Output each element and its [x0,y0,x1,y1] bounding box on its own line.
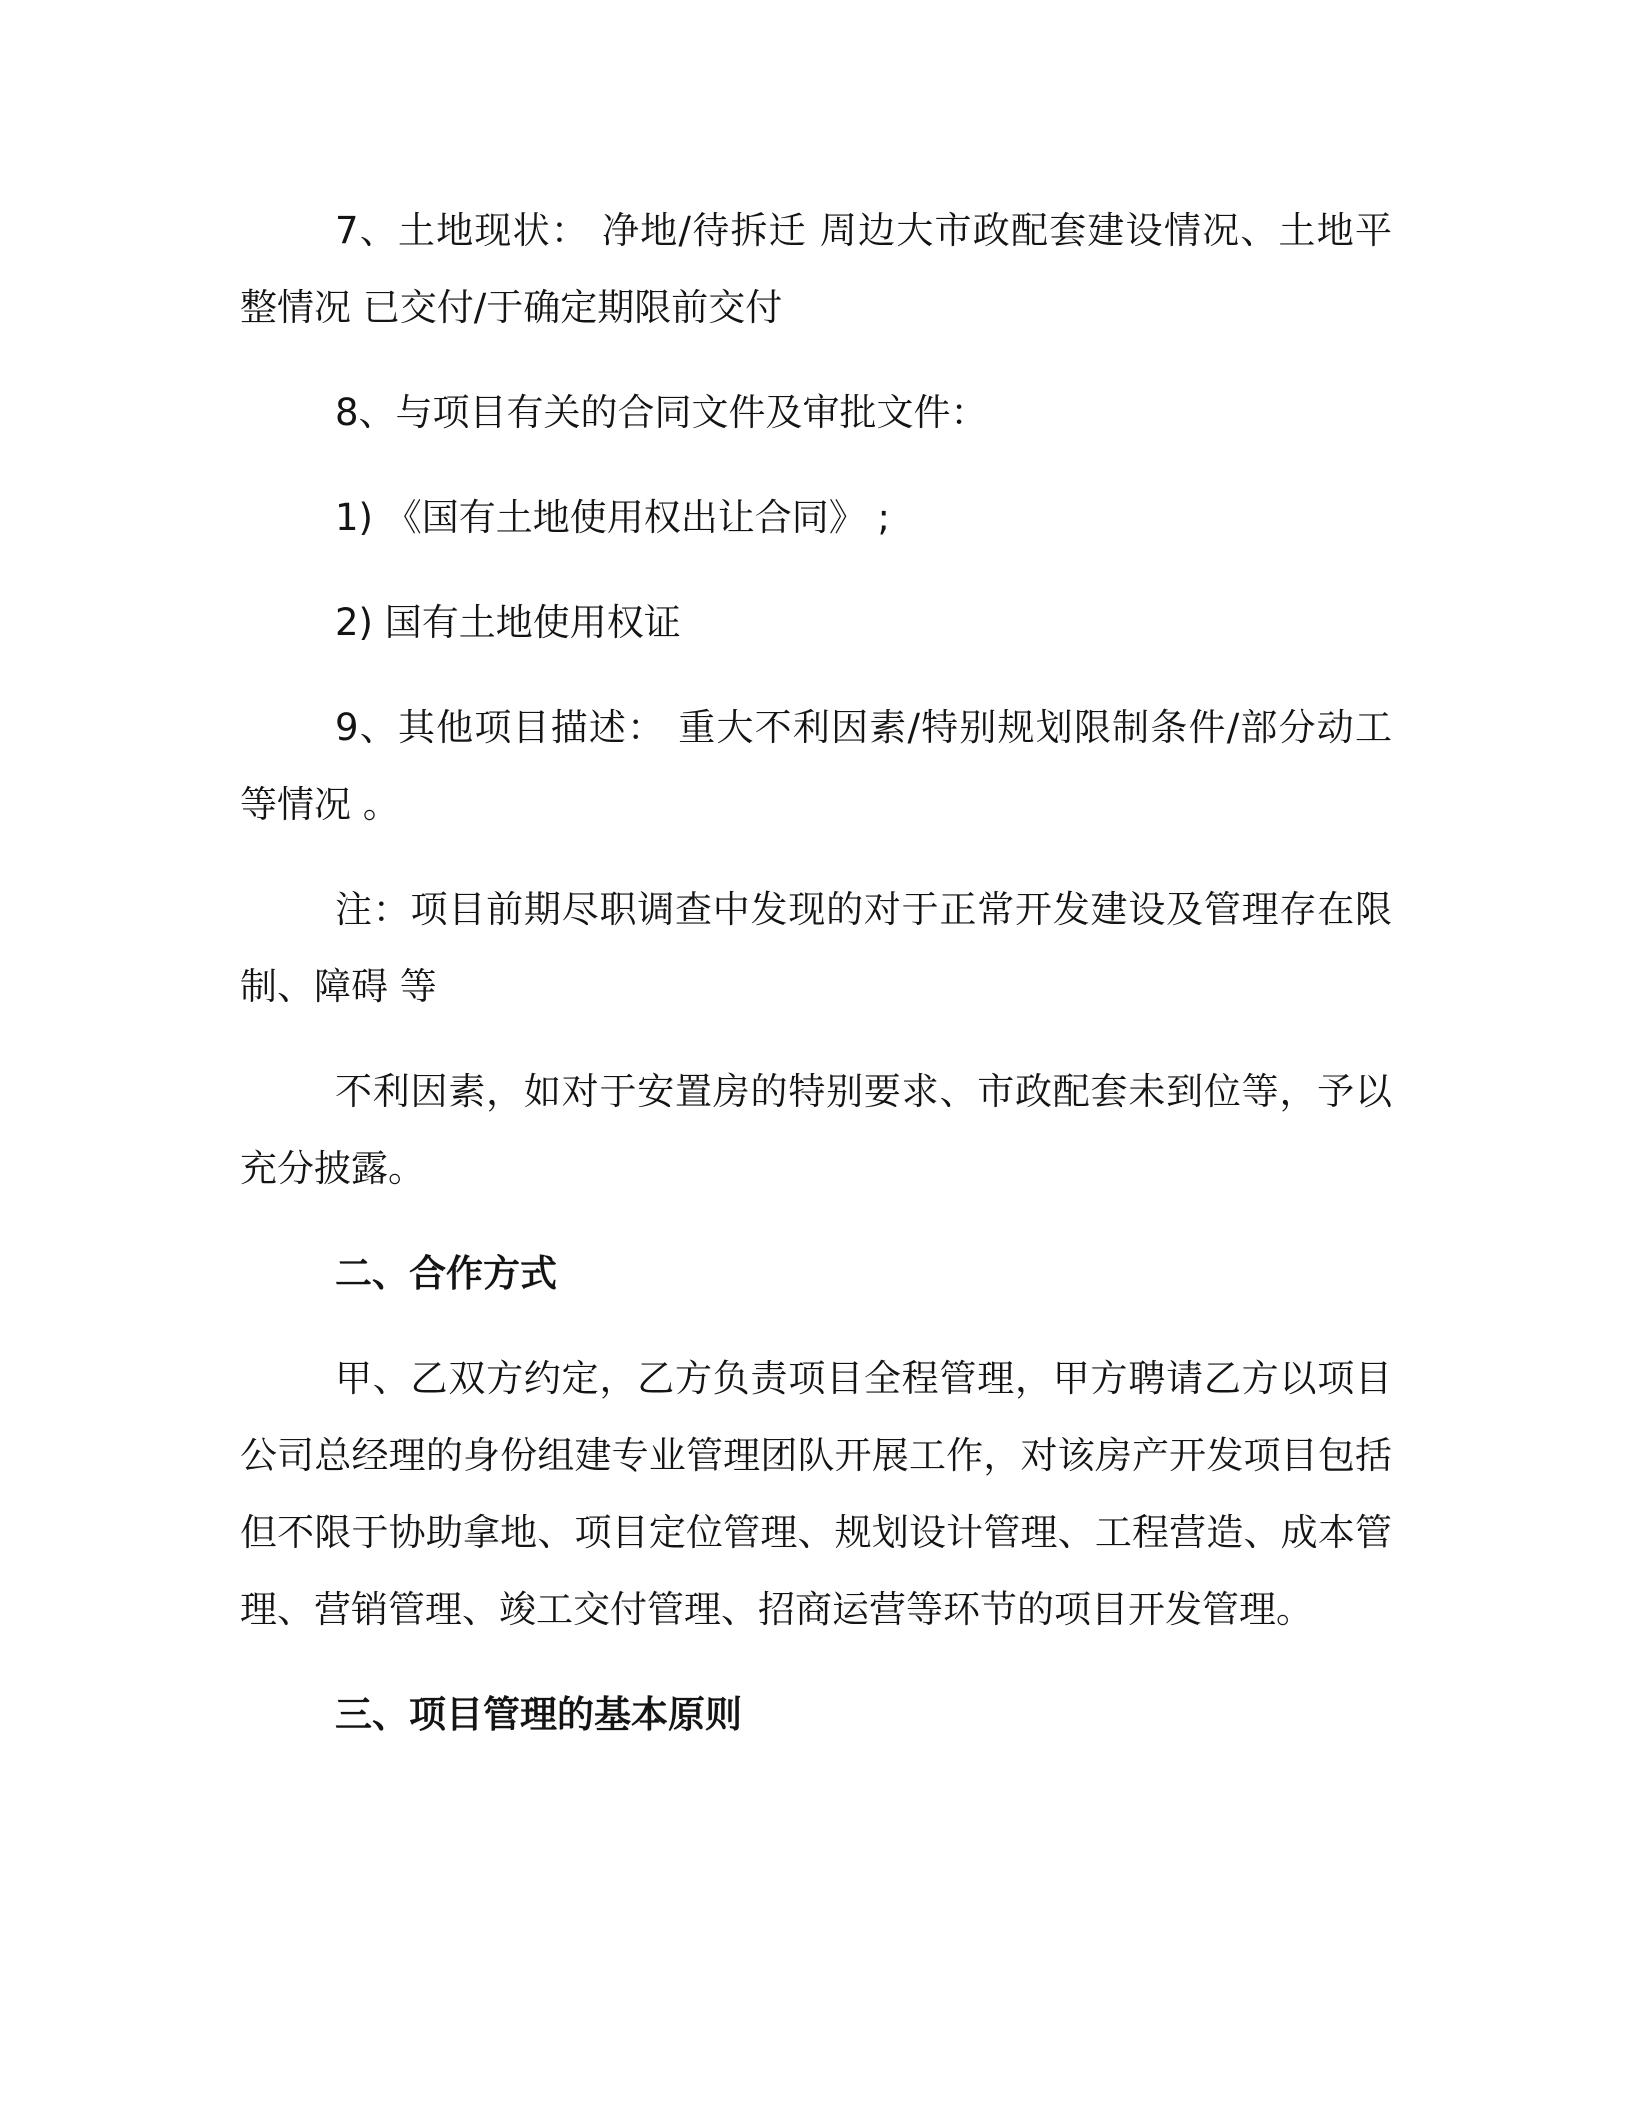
section-heading-cooperation-method: 二、合作方式 [335,1252,557,1295]
list-item-land-transfer-contract: 1) 《国有土地使用权出让合同》 ; [335,496,890,539]
paragraph-other-description: 9、其他项目描述： 重大不利因素/特别规划限制条件/部分动工等情况 。 [240,706,1392,826]
paragraph-contract-documents: 8、与项目有关的合同文件及审批文件： [335,391,988,434]
list-item-land-use-certificate: 2) 国有土地使用权证 [335,601,681,644]
paragraph-note-continued: 不利因素，如对于安置房的特别要求、市政配套未到位等，予以充分披露。 [240,1070,1392,1190]
document-body [240,192,1392,1781]
paragraph-land-status: 7、土地现状： 净地/待拆迁 周边大市政配套建设情况、土地平整情况 已交付/于确定期限前交付 [240,209,1392,329]
paragraph-note: 注：项目前期尽职调查中发现的对于正常开发建设及管理存在限制、障碍 等 [240,888,1392,1008]
section-heading-management-principles: 三、项目管理的基本原则 [335,1693,742,1736]
paragraph-cooperation-agreement: 甲、乙双方约定，乙方负责项目全程管理，甲方聘请乙方以项目公司总经理的身份组建专业管理团队开展工作，对该房产开发项目包括但不限于协助拿地、项目定位管理、规划设计管理、工程营造、成本管理、营销管理、竣工交付管理、招商运营等环节的项目开发管理。 [240,1357,1392,1631]
